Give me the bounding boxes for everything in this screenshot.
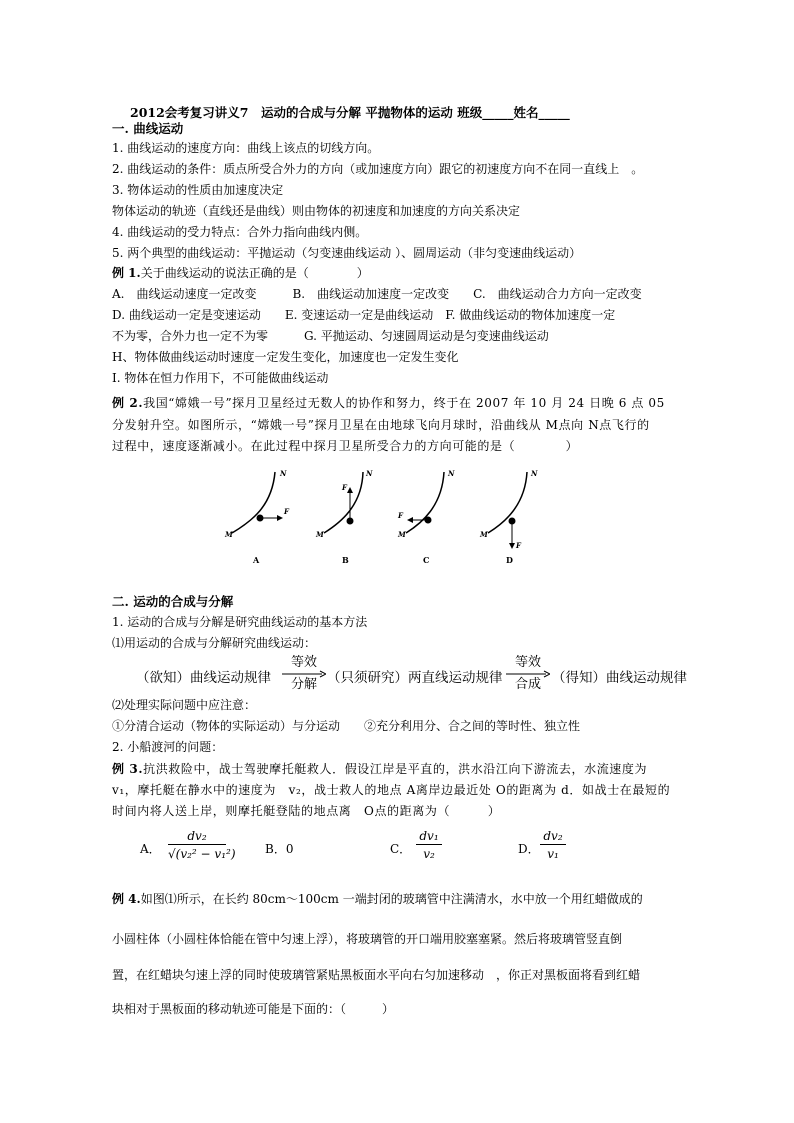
option-label: D． <box>518 842 540 856</box>
point-m-label: M <box>225 530 233 539</box>
paragraph: 3. 物体运动的性质由加速度决定 <box>112 183 284 197</box>
figure-a <box>224 469 290 565</box>
example-label: 例 2. <box>112 396 144 410</box>
example-3-line: v₁，摩托艇在静水中的速度为 v₂，战士救人的地点 A离岸边最近处 O的距离为 d．如战士在最短的 <box>112 783 671 797</box>
arrow-bottom-label: 合成 <box>514 677 541 692</box>
fraction-numerator: dv₁ <box>419 829 439 843</box>
flow-step-3: （得知）曲线运动规律 <box>552 670 687 686</box>
example-text: 如图⑴所示，在长约 80cm～100cm 一端封闭的玻璃管中注满清水，水中放一个用红蜡做成的 <box>140 892 643 906</box>
paragraph: 2. 曲线运动的条件：质点所受合外力的方向（或加速度方向）跟它的初速度方向不在同一直线上 。 <box>112 162 644 176</box>
example-label: 例 3. <box>112 762 144 776</box>
force-label: F <box>342 483 347 492</box>
section-heading-2: 二. 运动的合成与分解 <box>112 594 234 609</box>
option-row: A. 曲线运动速度一定改变 B. 曲线运动加速度一定改变 C. 曲线运动合力方向一定改变 <box>112 287 642 301</box>
section-heading-1: 一. 曲线运动 <box>112 121 184 136</box>
figure-b <box>315 469 373 565</box>
figure-c <box>397 469 455 565</box>
figure-caption: C <box>423 555 430 565</box>
paragraph: ⑴用运动的合成与分解研究曲线运动： <box>112 636 317 650</box>
example-2-line: 过程中，速度逐渐减小。在此过程中探月卫星所受合力的方向可能的是（ ） <box>112 439 579 453</box>
point-n-label: N <box>280 469 287 478</box>
example-3-line <box>112 762 647 777</box>
figure-caption: A <box>253 555 260 565</box>
arrow-bottom-label: 分解 <box>290 677 317 692</box>
option-b: B．0 <box>265 842 294 856</box>
point-m-label: M <box>316 530 324 539</box>
force-diagram-figures <box>220 466 550 572</box>
example-text: 我国“嫦娥一号”探月卫星经过无数人的协作和努力，终于在 2007 年 10 月 24 日晚 6 点 05 <box>143 396 665 410</box>
example-1-stem <box>112 266 369 281</box>
arrow-top-label: 等效 <box>290 655 317 670</box>
paragraph: 物体运动的轨迹（直线还是曲线）则由物体的初速度和加速度的方向关系决定 <box>112 204 521 218</box>
paragraph: ①分清合运动（物体的实际运动）与分运动 ②充分利用分、合之间的等时性、独立性 <box>112 719 581 733</box>
paragraph: 5. 两个典型的曲线运动：平抛运动（匀变速曲线运动 ）、圆周运动（非匀变速曲线运动） <box>112 246 582 260</box>
example-text: 关于曲线运动的说法正确的是（ ） <box>140 266 369 280</box>
flow-step-1: （欲知）曲线运动规律 <box>136 670 271 686</box>
force-label: F <box>398 511 403 520</box>
example-3-line: 时间内将人送上岸，则摩托艇登陆的地点离 O点的距离为（ ） <box>112 804 501 818</box>
figure-caption: D <box>506 555 513 565</box>
point-n-label: N <box>448 469 455 478</box>
page-title: 2012会考复习讲义7 运动的合成与分解 平抛物体的运动 班级_____姓名_____ <box>130 105 570 120</box>
flow-arrow-decompose <box>282 656 326 696</box>
flow-arrow-compose <box>506 656 550 696</box>
example-2-line <box>112 396 665 411</box>
figure-caption: B <box>342 555 349 565</box>
figure-d <box>479 469 538 565</box>
paragraph: ⑵处理实际问题中应注意： <box>112 698 257 712</box>
option-label: C． <box>390 842 412 856</box>
example-4-line <box>112 892 643 907</box>
point-n-label: N <box>531 469 538 478</box>
option-row: 不为零，合外力也一定不为零 G. 平抛运动、匀速圆周运动是匀变速曲线运动 <box>112 329 549 343</box>
flow-step-2: （只须研究）两直线运动规律 <box>327 670 503 686</box>
fraction-denominator: √(v₂² − v₁²) <box>168 847 236 861</box>
option-label: A． <box>140 842 161 856</box>
paragraph: 4. 曲线运动的受力特点：合外力指向曲线内侧。 <box>112 225 368 239</box>
force-label: F <box>284 507 289 516</box>
example-2-line: 分发射升空。如图所示，“嫦娥一号”探月卫星在由地球飞向月球时，沿曲线从 M点向 N点飞行的 <box>112 418 650 432</box>
example-label: 例 1. <box>112 266 141 280</box>
point-n-label: N <box>366 469 373 478</box>
option-row: H、物体做曲线运动时速度一定发生变化，加速度也一定发生变化 <box>112 350 459 364</box>
fraction-numerator: dv₂ <box>543 829 563 843</box>
paragraph: 1. 运动的合成与分解是研究曲线运动的基本方法 <box>112 615 368 629</box>
force-label: F <box>516 541 521 550</box>
fraction-denominator: v₂ <box>423 847 435 861</box>
example-4-line: 块相对于黑板面的移动轨迹可能是下面的：（ ） <box>112 1002 395 1016</box>
option-row: D. 曲线运动一定是变速运动 E. 变速运动一定是曲线运动 F. 做曲线运动的物体加速度一定 <box>112 308 616 322</box>
analysis-flow-diagram <box>136 656 696 696</box>
point-m-label: M <box>398 530 406 539</box>
fraction-numerator: dv₂ <box>187 829 207 843</box>
point-m-label: M <box>480 530 488 539</box>
example-label: 例 4. <box>112 892 141 906</box>
paragraph: 1. 曲线运动的速度方向：曲线上该点的切线方向。 <box>112 141 380 155</box>
example-4-line: 小圆柱体（小圆柱体恰能在管中匀速上浮），将玻璃管的开口端用胶塞塞紧。然后将玻璃管竖直倒 <box>112 932 623 946</box>
fraction-denominator: v₁ <box>547 847 559 861</box>
example-text: 抗洪救险中，战士驾驶摩托艇救人．假设江岸是平直的，洪水沿江向下游流去，水流速度为 <box>143 762 648 776</box>
option-row: I. 物体在恒力作用下，不可能做曲线运动 <box>112 371 329 385</box>
example-4-line: 置，在红蜡块匀速上浮的同时使玻璃管紧贴黑板面水平向右匀加速移动 ，你正对黑板面将看到红蜡 <box>112 968 641 982</box>
arrow-top-label: 等效 <box>514 655 541 670</box>
paragraph: 2. 小船渡河的问题： <box>112 740 224 754</box>
